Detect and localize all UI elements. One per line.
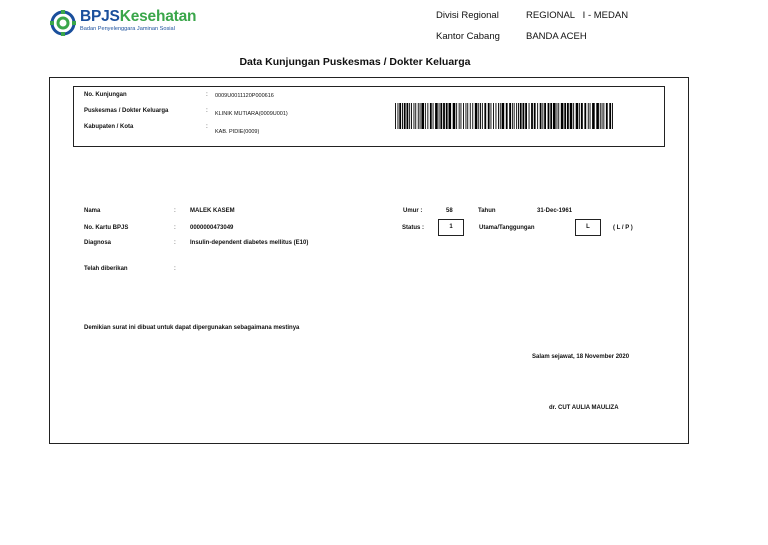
barcode-bar (484, 103, 486, 129)
barcode-bar (478, 103, 479, 129)
barcode-bar (550, 103, 552, 129)
barcode-bar (590, 103, 591, 129)
tahun-label: Tahun (478, 208, 496, 214)
status-box: 1 (438, 219, 464, 236)
barcode-bar (480, 103, 481, 129)
colon: : (206, 123, 208, 130)
barcode-bar (564, 103, 566, 129)
telah-label: Telah diberikan (84, 266, 128, 272)
barcode-bar (523, 103, 525, 129)
visit-no-value: 0009U0011120P000616 (215, 93, 274, 99)
barcode-bar (514, 103, 515, 129)
gender-box: L (575, 219, 601, 236)
puskesmas-value: KLINIK MUTIARA(0009U001) (215, 111, 288, 117)
barcode-bar (446, 103, 448, 129)
barcode-bar (553, 103, 556, 129)
barcode-bar (409, 103, 410, 129)
brand-name: BPJSKesehatan (80, 8, 197, 25)
barcode-bar (537, 103, 538, 129)
barcode-bar (600, 103, 601, 129)
nama-value: MALEK KASEM (190, 208, 235, 214)
barcode-bar (579, 103, 580, 129)
barcode-bar (440, 103, 442, 129)
barcode-bar (603, 103, 604, 129)
barcode-bar (420, 103, 421, 129)
brand-subtitle: Badan Penyelenggara Jaminan Sosial (80, 26, 175, 32)
barcode-bar (602, 103, 603, 129)
barcode-bar (558, 103, 559, 129)
barcode-bar (425, 103, 426, 129)
barcode-bar (606, 103, 608, 129)
kartu-value: 0000000473049 (190, 225, 234, 231)
barcode-bar (491, 103, 492, 129)
barcode-bar (414, 103, 415, 129)
barcode-bar (398, 103, 399, 129)
barcode-bar (399, 103, 401, 129)
barcode-bar (588, 103, 589, 129)
barcode-bar (506, 103, 508, 129)
barcode-bar (500, 103, 501, 129)
puskesmas-label: Puskesmas / Dokter Keluarga (84, 108, 169, 114)
diagnosa-value: Insulin-dependent diabetes mellitus (E10) (190, 240, 309, 246)
barcode-bar (493, 103, 494, 129)
barcode-bar (609, 103, 611, 129)
barcode-bar (443, 103, 445, 129)
barcode-bar (520, 103, 522, 129)
barcode-bar (418, 103, 419, 129)
barcode-bar (573, 103, 574, 129)
colon: : (206, 107, 208, 114)
barcode-bar (466, 103, 467, 129)
barcode-bar (542, 103, 543, 129)
barcode-bar (459, 103, 460, 129)
barcode-bar (449, 103, 452, 129)
barcode-bar (531, 103, 533, 129)
barcode-bar (461, 103, 462, 129)
barcode-bar (439, 103, 440, 129)
barcode-bar (612, 103, 613, 129)
colon: : (174, 207, 176, 214)
barcode-bar (496, 103, 497, 129)
barcode-bar (435, 103, 438, 129)
barcode-bar (544, 103, 546, 129)
barcode-bar (576, 103, 579, 129)
barcode-bar (395, 103, 396, 129)
kantor-value: BANDA ACEH (526, 31, 587, 42)
divisi-label: Divisi Regional (436, 10, 499, 21)
colon: : (174, 239, 176, 246)
barcode-bar (516, 103, 517, 129)
kabupaten-label: Kabupaten / Kota (84, 124, 134, 130)
nama-label: Nama (84, 208, 101, 214)
barcode-bar (561, 103, 564, 129)
utama-label: Utama/Tanggungan (479, 225, 535, 231)
barcode-bar (567, 103, 569, 129)
kartu-label: No. Kartu BPJS (84, 225, 129, 231)
barcode-bar (592, 103, 595, 129)
barcode-bar (570, 103, 573, 129)
diagnosa-label: Diagnosa (84, 240, 112, 246)
gender-options: ( L / P ) (613, 225, 633, 231)
barcode-bar (404, 103, 406, 129)
barcode-bar (427, 103, 428, 129)
barcode-bar (472, 103, 473, 129)
doctor-name: dr. CUT AULIA MAULIZA (549, 405, 619, 411)
barcode-bar (512, 103, 513, 129)
kantor-label: Kantor Cabang (436, 31, 500, 42)
barcode-bar (407, 103, 409, 129)
dob-value: 31-Dec-1961 (537, 208, 573, 214)
barcode-bar (529, 103, 530, 129)
barcode-bar (502, 103, 505, 129)
barcode-bar (456, 103, 457, 129)
barcode-bar (402, 103, 403, 129)
colon: : (174, 224, 176, 231)
statement-text: Demikian surat ini dibuat untuk dapat dipergunakan sebagaimana mestinya (84, 325, 300, 331)
barcode-bar (415, 103, 416, 129)
barcode-bar (421, 103, 424, 129)
barcode-bar (584, 103, 586, 129)
barcode-bar (433, 103, 434, 129)
barcode-bar (534, 103, 536, 129)
colon: : (174, 265, 176, 272)
barcode-bar (467, 103, 468, 129)
status-label: Status : (402, 225, 425, 231)
barcode-bar (475, 103, 478, 129)
barcode-bar (518, 103, 519, 129)
barcode-bar (581, 103, 583, 129)
barcode (395, 103, 615, 129)
umur-label: Umur : (403, 208, 423, 214)
barcode-bar (430, 103, 432, 129)
barcode-bar (411, 103, 412, 129)
visit-no-label: No. Kunjungan (84, 92, 127, 98)
barcode-bar (509, 103, 511, 129)
closing-text: Salam sejawat, 18 November 2020 (532, 354, 630, 360)
colon: : (206, 91, 208, 98)
barcode-bar (557, 103, 558, 129)
page-title: Data Kunjungan Puskesmas / Dokter Keluarga (239, 56, 471, 68)
barcode-bar (482, 103, 483, 129)
barcode-bar (525, 103, 527, 129)
barcode-bar (470, 103, 471, 129)
barcode-bar (453, 103, 456, 129)
barcode-bar (463, 103, 464, 129)
umur-value: 58 (446, 208, 453, 214)
bpjs-logo-icon (50, 10, 76, 36)
barcode-bar (498, 103, 499, 129)
divisi-value: REGIONAL I - MEDAN (526, 10, 629, 21)
barcode-bar (540, 103, 542, 129)
barcode-bar (488, 103, 490, 129)
barcode-bar (548, 103, 550, 129)
barcode-bar (596, 103, 599, 129)
kabupaten-value: KAB. PIDIE(0009) (215, 129, 260, 135)
